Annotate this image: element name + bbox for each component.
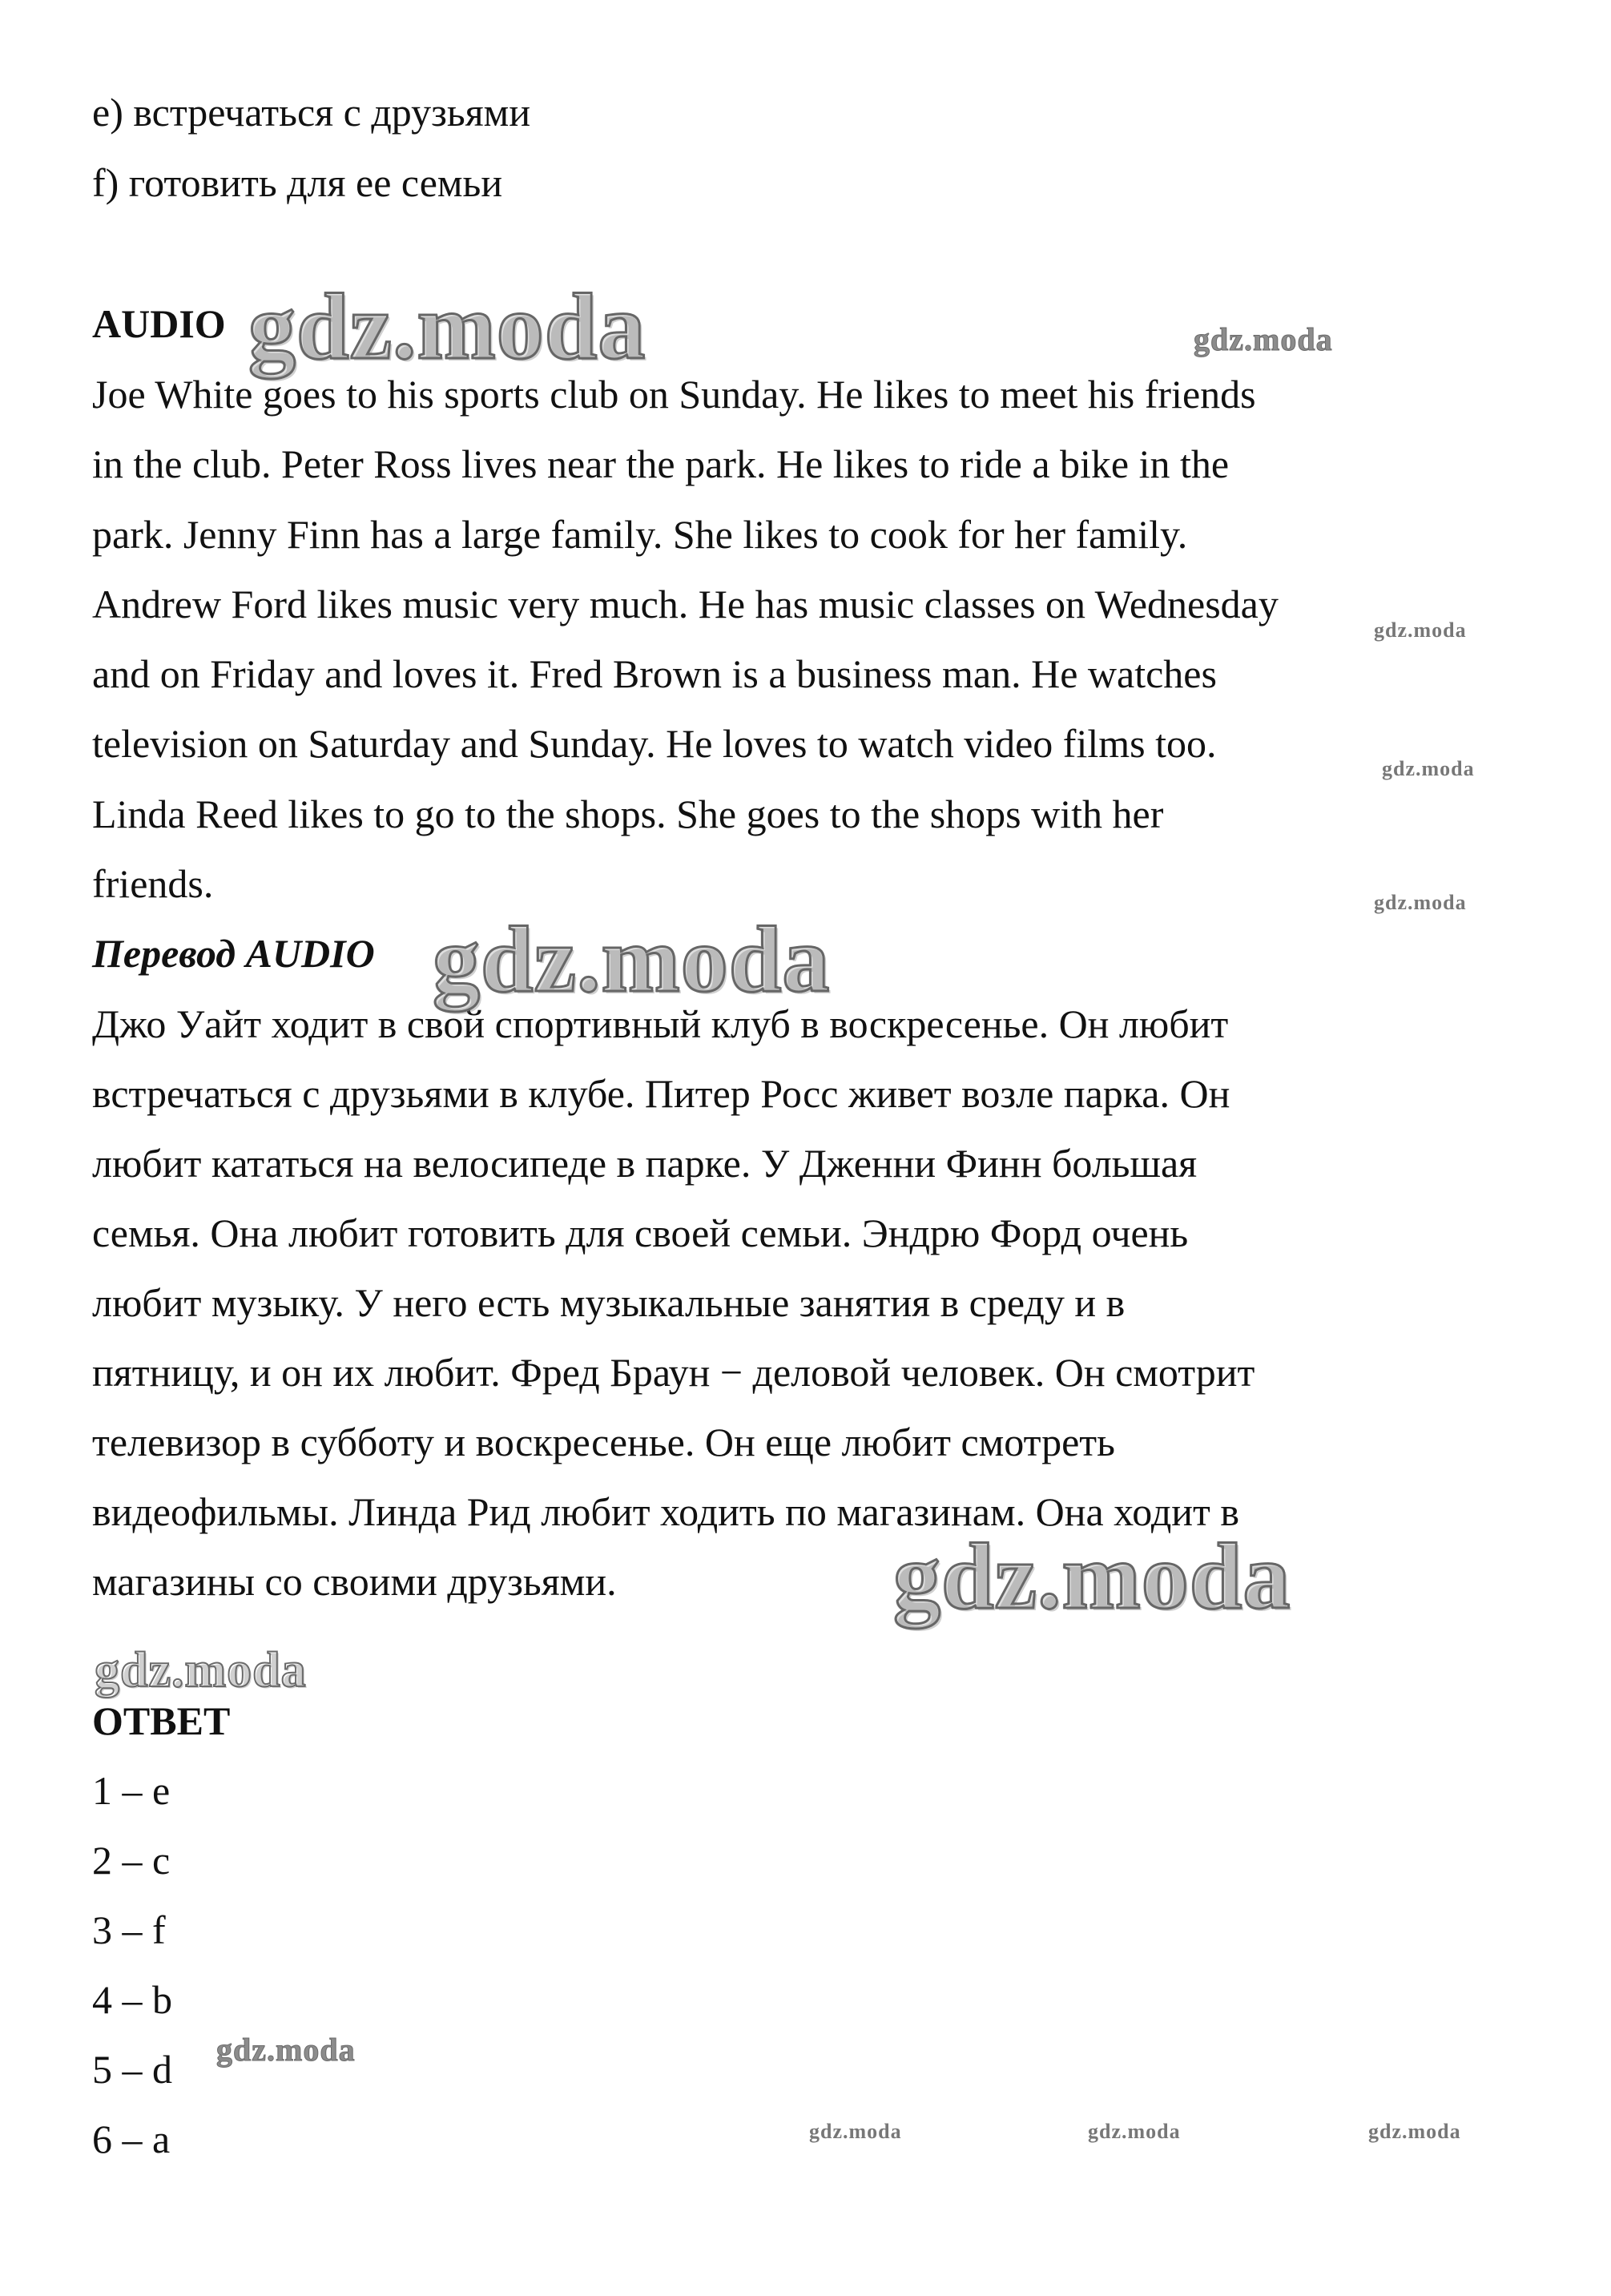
watermark: gdz.moda bbox=[1382, 757, 1475, 780]
translation-line: встречаться с друзьями в клубе. Питер Росс живет возле парка. Он bbox=[92, 1071, 1230, 1116]
translation-heading: Перевод AUDIO bbox=[92, 931, 375, 976]
audio-line: Andrew Ford likes music very much. He has music classes on Wednesday bbox=[92, 582, 1279, 626]
answer-item: 3 – f bbox=[92, 1907, 166, 1952]
audio-line: Linda Reed likes to go to the shops. She goes to the shops with her bbox=[92, 792, 1164, 836]
watermark: gdz.moda bbox=[248, 274, 646, 379]
audio-line: in the club. Peter Ross lives near the park. He likes to ride a bike in the bbox=[92, 441, 1230, 486]
audio-line: friends. bbox=[92, 861, 214, 906]
answer-item: 4 – b bbox=[92, 1977, 172, 2022]
list-item-f: f) готовить для ее семьи bbox=[92, 160, 503, 205]
translation-line: видеофильмы. Линда Рид любит ходить по магазинам. Она ходит в bbox=[92, 1489, 1239, 1534]
audio-line: and on Friday and loves it. Fred Brown is a business man. He watches bbox=[92, 651, 1217, 696]
translation-line: Джо Уайт ходит в свой спортивный клуб в воскресенье. Он любит bbox=[92, 1001, 1229, 1046]
answer-item: 5 – d bbox=[92, 2047, 172, 2092]
watermark: gdz.moda bbox=[433, 907, 831, 1012]
watermark: gdz.moda bbox=[1088, 2120, 1181, 2143]
audio-line: Joe White goes to his sports club on Sunday. He likes to meet his friends bbox=[92, 372, 1256, 417]
audio-heading: AUDIO bbox=[92, 301, 226, 346]
watermark: gdz.moda bbox=[216, 2032, 356, 2068]
answer-item: 1 – e bbox=[92, 1768, 171, 1813]
watermark: gdz.moda bbox=[1374, 891, 1467, 914]
translation-line: любит музыку. У него есть музыкальные занятия в среду и в bbox=[92, 1280, 1126, 1325]
translation-line: телевизор в субботу и воскресенье. Он еще любит смотреть bbox=[92, 1420, 1115, 1464]
watermark: gdz.moda bbox=[1368, 2120, 1461, 2143]
watermark: gdz.moda bbox=[893, 1524, 1291, 1629]
watermark: gdz.moda bbox=[95, 1643, 307, 1698]
translation-line: магазины со своими друзьями. bbox=[92, 1559, 617, 1604]
translation-line: любит кататься на велосипеде в парке. У Дженни Финн большая bbox=[92, 1141, 1198, 1186]
answer-item: 2 – c bbox=[92, 1838, 171, 1883]
watermark: gdz.moda bbox=[1374, 618, 1467, 642]
watermark: gdz.moda bbox=[1194, 321, 1333, 357]
translation-line: пятницу, и он их любит. Фред Браун − деловой человек. Он смотрит bbox=[92, 1350, 1255, 1395]
audio-line: park. Jenny Finn has a large family. She likes to cook for her family. bbox=[92, 512, 1188, 557]
translation-line: семья. Она любит готовить для своей семьи. Эндрю Форд очень bbox=[92, 1210, 1189, 1255]
watermark: gdz.moda bbox=[809, 2120, 902, 2143]
answer-heading: ОТВЕТ bbox=[92, 1698, 231, 1743]
audio-line: television on Saturday and Sunday. He loves to watch video films too. bbox=[92, 721, 1217, 766]
answer-item: 6 – a bbox=[92, 2117, 171, 2161]
list-item-e: e) встречаться с друзьями bbox=[92, 90, 531, 135]
